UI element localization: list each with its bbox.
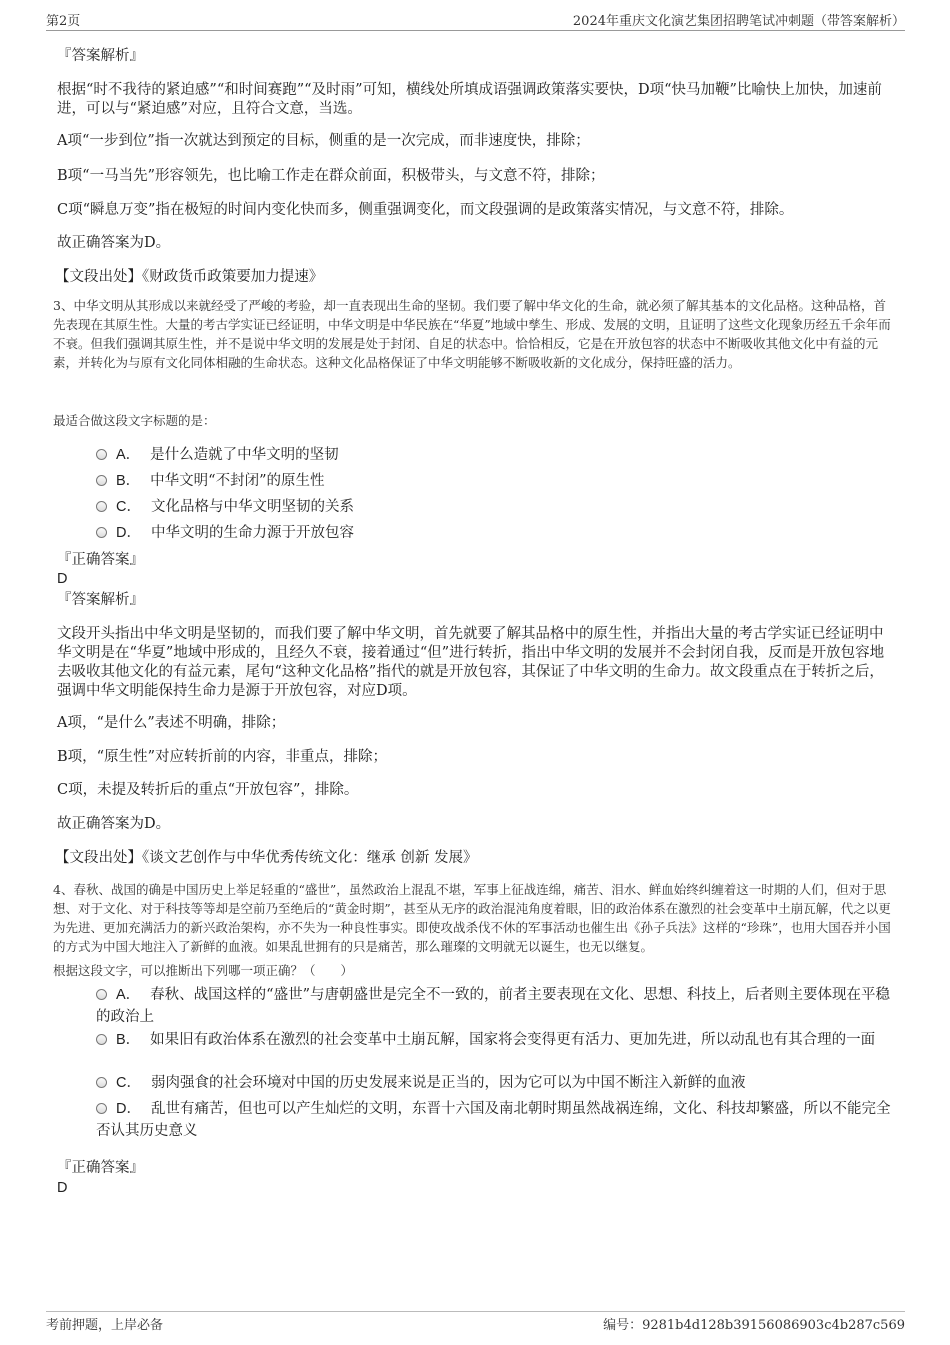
q3-source: 【文段出处】《谈文艺创作与中华优秀传统文化：继承 创新 发展》: [55, 850, 478, 866]
radio-icon[interactable]: [96, 449, 107, 460]
q4-question: 根据这段文字，可以推断出下列哪一项正确？（ ）: [53, 963, 354, 978]
q4-option-a[interactable]: A． 春秋、战国这样的“盛世”与唐朝盛世是完全不一致的，前者主要表现在文化、思想、科技上，后者则主要体现在平稳的政治上: [96, 987, 890, 1025]
q3-answer-label: 『正确答案』: [57, 552, 144, 568]
q4-option-c[interactable]: C． 弱肉强食的社会环境对中国的历史发展来说是正当的，因为它可以为中国不断注入新鲜的血液: [96, 1072, 896, 1094]
q3-conclusion: 故正确答案为D。: [57, 816, 171, 832]
q2-analysis-text: 根据“时不我待的紧迫感”“和时间赛跑”“及时雨”可知，横线处所填成语强调政策落实要快，D项“快马加鞭”比喻快上加快，加速前进，可以与“紧迫感”对应，且符合文意，当选。: [57, 82, 882, 117]
document-title: 2024年重庆文化演艺集团招聘笔试冲刺题（带答案解析）: [572, 14, 905, 29]
header-divider: [46, 30, 905, 31]
q4-option-b[interactable]: B． 如果旧有政治体系在激烈的社会变革中土崩瓦解，国家将会变得更有活力、更加先进，所以动乱也有其合理的一面: [96, 1029, 896, 1051]
radio-icon[interactable]: [96, 527, 107, 538]
q4-answer-label: 『正确答案』: [57, 1160, 144, 1176]
radio-icon[interactable]: [96, 1103, 107, 1114]
q3-answer-value: D: [57, 571, 68, 587]
q3-option-a[interactable]: A． 是什么造就了中华文明的坚韧: [96, 444, 896, 466]
radio-icon[interactable]: [96, 501, 107, 512]
radio-icon[interactable]: [96, 1034, 107, 1045]
q3-analysis-option-c: C项，未提及转折后的重点“开放包容”，排除。: [57, 782, 359, 798]
q3-analysis-label: 『答案解析』: [57, 592, 144, 608]
q3-option-b[interactable]: B． 中华文明“不封闭”的原生性: [96, 470, 896, 492]
q2-analysis-option-a: A项“一步到位”指一次就达到预定的目标，侧重的是一次完成，而非速度快，排除；: [57, 133, 590, 149]
q3-option-d[interactable]: D． 中华文明的生命力源于开放包容: [96, 522, 896, 544]
q2-conclusion: 故正确答案为D。: [57, 235, 171, 251]
q4-answer-value: D: [57, 1180, 68, 1196]
radio-icon[interactable]: [96, 1077, 107, 1088]
footer-id: 编号：9281b4d128b39156086903c4b287c569: [603, 1318, 905, 1333]
q2-analysis-option-b: B项“一马当先”形容领先，也比喻工作走在群众前面，积极带头，与文意不符，排除；: [57, 168, 605, 184]
q3-analysis-option-b: B项，“原生性”对应转折前的内容，非重点，排除；: [57, 749, 387, 765]
q2-source: 【文段出处】《财政货币政策要加力提速》: [55, 269, 324, 285]
footer-divider: [46, 1311, 905, 1312]
q3-analysis-text: 文段开头指出中华文明是坚韧的，而我们要了解中华文明，首先就要了解其品格中的原生性，并指出大量的考古学实证已经证明中华文明是在“华夏”地域中形成的，且经久不衰，接着通过“但”进行转折，指出中华文明的发展并不会封闭自我，反而是开放包容地去吸收其他文化的有益元素，尾句“这种文化品格”指代的就是开放包容，其保证了中华文明的生命力。故文段重点在于转折之后，强调中华文明能保持生命力是源于开放包容，对应D项。: [57, 626, 885, 699]
footer-slogan: 考前押题，上岸必备: [46, 1318, 164, 1333]
q3-stem: 3、中华文明从其形成以来就经受了严峻的考验，却一直表现出生命的坚韧。我们要了解中华文化的生命，就必须了解其基本的文化品格。这种品格，首先表现在其原生性。大量的考古学实证已经证明，中华文明是中华民族在“华夏”地域中孳生、形成、发展的文明，且证明了这些文化现象历经五千余年而不衰。但我们强调其原生性，并不是说中华文明的发展是处于封闭、自足的状态中。恰恰相反，它是在开放包容的状态中不断吸收其他文化中有益的元素，并转化为与原有文化同体相融的生命状态。这种文化品格保证了中华文明能够不断吸收新的文化成分，保持旺盛的活力。: [53, 298, 891, 370]
q2-analysis-option-c: C项“瞬息万变”指在极短的时间内变化快而多，侧重强调变化，而文段强调的是政策落实情况，与文意不符，排除。: [57, 202, 794, 218]
page-number: 第2页: [46, 14, 81, 29]
radio-icon[interactable]: [96, 475, 107, 486]
q3-option-c[interactable]: C． 文化品格与中华文明坚韧的关系: [96, 496, 896, 518]
q3-analysis-option-a: A项，“是什么”表述不明确，排除；: [57, 715, 286, 731]
q4-option-d[interactable]: D． 乱世有痛苦，但也可以产生灿烂的文明，东晋十六国及南北朝时期虽然战祸连绵，文化、科技却繁盛，所以不能完全否认其历史意义: [96, 1101, 891, 1139]
q2-analysis-label: 『答案解析』: [57, 48, 144, 64]
radio-icon[interactable]: [96, 989, 107, 1000]
q4-stem: 4、春秋、战国的确是中国历史上举足轻重的“盛世”，虽然政治上混乱不堪，军事上征战连绵，痛苦、泪水、鲜血始终纠缠着这一时期的人们，但对于思想、对于文化、对于科技等等却是空前乃至绝后的“黄金时期”，甚至从无序的政治混沌角度着眼，旧的政治体系在激烈的社会变革中土崩瓦解，代之以更为先进、更加充满活力的新兴政治架构，亦不失为一种良性事实。即使攻战杀伐不休的军事活动也催生出《孙子兵法》这样的“珍珠”，也用大国吞并小国的方式为中国大地注入了新鲜的血液。如果乱世拥有的只是痛苦，那么璀璨的文明就无以诞生，也无以继复。: [53, 882, 891, 954]
q3-question: 最适合做这段文字标题的是：: [53, 413, 216, 428]
